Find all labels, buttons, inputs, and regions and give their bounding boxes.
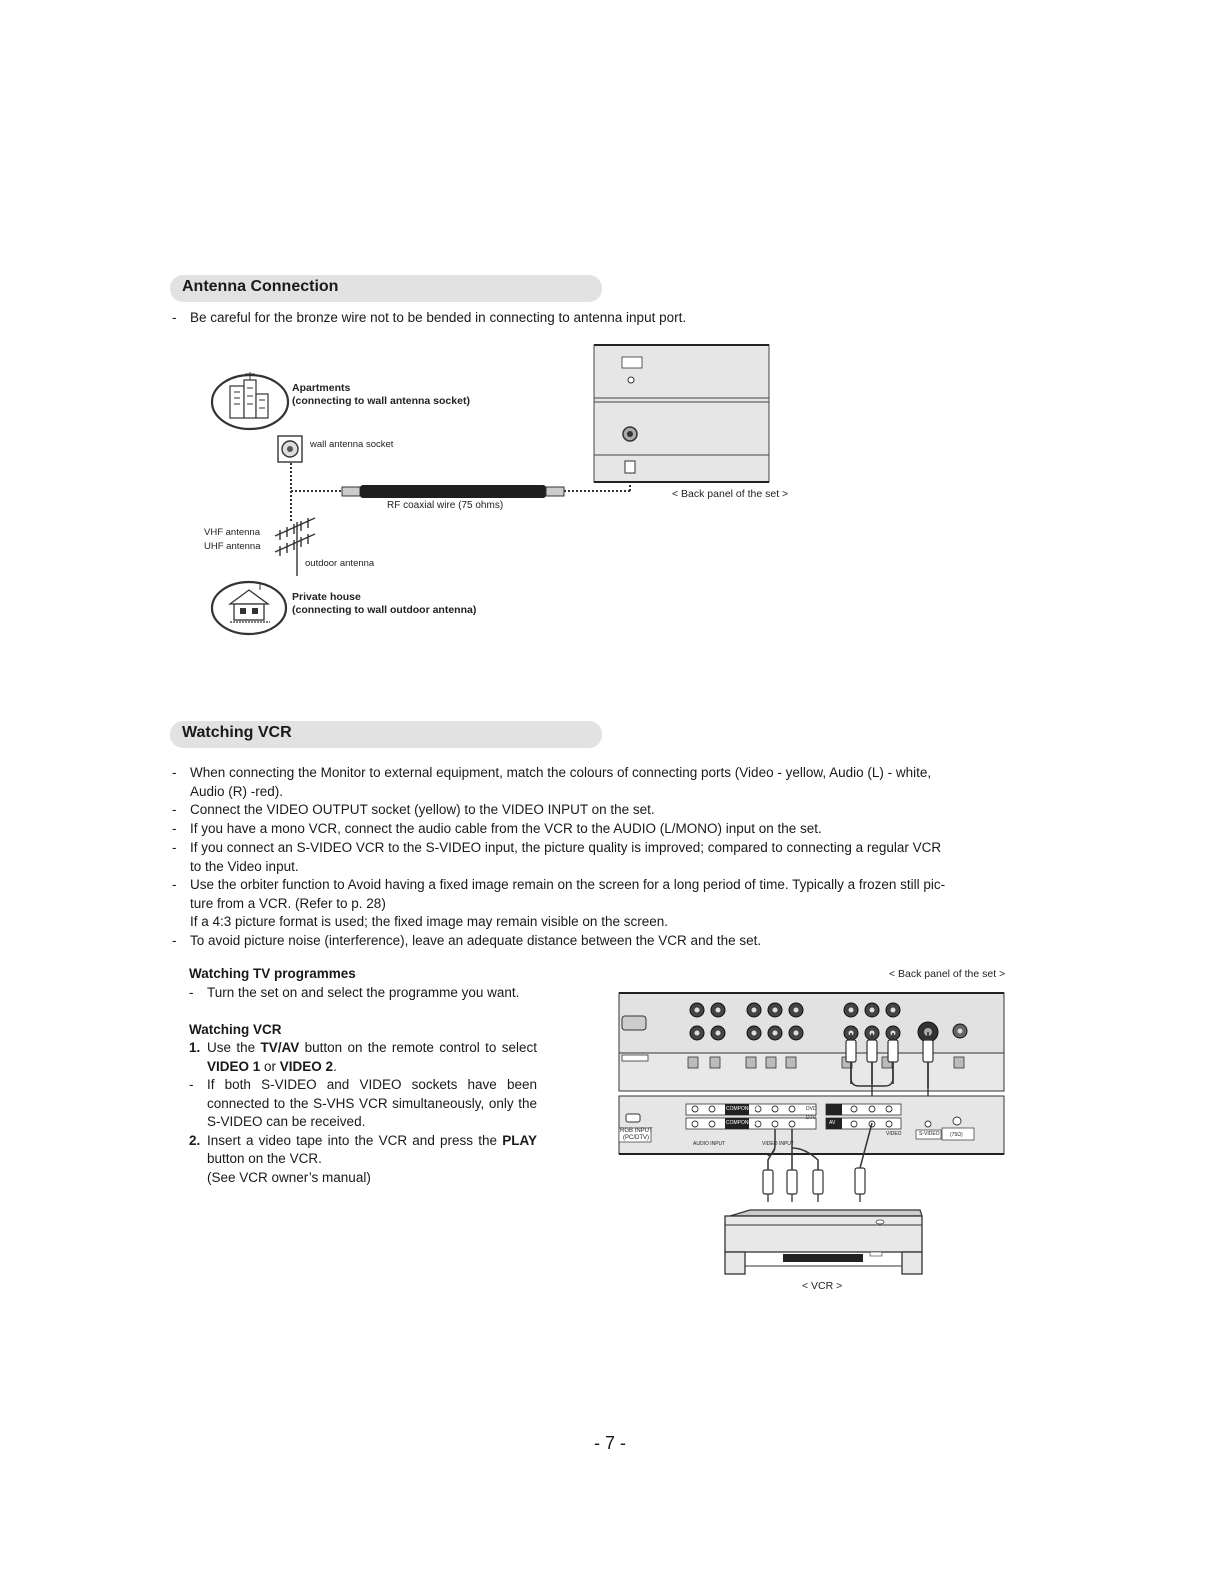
step-2-text-a: Insert a video tape into the VCR and press the: [207, 1132, 503, 1148]
vcr-section-header: [170, 721, 602, 748]
step-2-number: 2.: [189, 1132, 201, 1148]
house-title: Private house: [292, 591, 361, 603]
antenna-back-panel-label: < Back panel of the set >: [672, 488, 789, 500]
step-2: [189, 1132, 537, 1188]
svideo-note: - If both S-VIDEO and VIDEO sockets have been connected to the S-VHS VCR simultaneously, only the S-VIDEO can be received.: [189, 1077, 537, 1129]
antenna-bullet-text: Be careful for the bronze wire not to be bended in connecting to antenna input port.: [190, 310, 687, 325]
vcr-bullet-4-line-2: to the Video input.: [190, 858, 299, 874]
vcr-connection-diagram: [600, 988, 1010, 1280]
house-sub: (connecting to wall outdoor antenna): [292, 604, 477, 616]
antenna-back-panel: [594, 345, 769, 482]
outdoor-antenna-label: outdoor antenna: [305, 558, 375, 569]
av-label: AV: [829, 1120, 836, 1126]
vcr-bullet-1-line-2: Audio (R) -red).: [190, 783, 284, 799]
uhf-label: UHF antenna: [204, 541, 261, 552]
rf-coax-cable: [342, 485, 564, 498]
vcr-back-panel-lower: [619, 1096, 1004, 1154]
vcr-bullet-5-line-2: ture from a VCR. (Refer to p. 28): [190, 895, 386, 911]
vcr-bullet-6-line-1: To avoid picture noise (interference), leave an adequate distance between the VCR and the set.: [190, 933, 762, 948]
video2-ref: VIDEO 2: [279, 1058, 334, 1074]
vcr-bullet-4-line-1: If you connect an S-VIDEO VCR to the S-VIDEO input, the picture quality is improved; compared to connecting a regular VCR: [190, 840, 942, 855]
tv-programmes-title: Watching TV programmes: [189, 966, 356, 981]
step-1-text-e: or: [260, 1058, 280, 1074]
antenna-section-header: [170, 275, 602, 302]
tv-av-button-ref: TV/AV: [260, 1040, 300, 1055]
vcr-back-panel-label: < Back panel of the set >: [889, 968, 1006, 980]
step-1-text-a: Use the: [207, 1040, 261, 1055]
vcr-bullet-2-line-1: Connect the VIDEO OUTPUT socket (yellow) to the VIDEO INPUT on the set.: [190, 802, 655, 817]
component-label-1: COMPONENT: [726, 1106, 759, 1112]
play-button-ref: PLAY: [502, 1132, 537, 1148]
rgb-input-sub-label: (PC/DTV): [623, 1135, 649, 1141]
step-1-text-g: .: [333, 1058, 337, 1074]
house-icon: [212, 582, 286, 634]
svideo-label: S-VIDEO: [919, 1131, 940, 1137]
vcr-label: < VCR >: [802, 1280, 843, 1292]
video-input-label: VIDEO INPUT: [762, 1141, 794, 1147]
svideo-note-text: If both S-VIDEO and VIDEO sockets have been connected to the S-VHS VCR simultaneously, only the S-VIDEO can be received.: [207, 1077, 537, 1129]
apartment-icon: [212, 372, 288, 429]
audio-input-label: AUDIO INPUT: [693, 1141, 726, 1147]
step-2-text-d: (See VCR owner’s manual): [207, 1169, 371, 1185]
vcr-instructions: [189, 965, 537, 1187]
video-label: VIDEO: [886, 1131, 902, 1137]
tv-step-text: Turn the set on and select the programme you want.: [207, 984, 520, 1000]
rf-wire-label: RF coaxial wire (75 ohms): [387, 500, 504, 511]
vcr-device: [725, 1210, 922, 1274]
tv-step: - Turn the set on and select the programme you want.: [189, 984, 520, 1000]
antenna-heading: Antenna Connection: [182, 278, 339, 295]
step-2-text-c: button on the VCR.: [207, 1151, 322, 1166]
wall-socket-icon: [278, 436, 302, 462]
vcr-back-panel-upper: [619, 993, 1004, 1091]
step-1-number: 1.: [189, 1040, 201, 1055]
apartments-title: Apartments: [292, 382, 351, 394]
vcr-heading: Watching VCR: [182, 724, 292, 741]
video1-ref: VIDEO 1: [207, 1058, 261, 1074]
step-1: [189, 1039, 537, 1076]
step-1-text-c: button on the remote control to select: [299, 1040, 537, 1055]
component-label-2: COMPONENT: [726, 1120, 759, 1126]
antenna-ohm-label: (75Ω): [950, 1132, 963, 1138]
page-number: - 7 -: [593, 1433, 626, 1453]
rgb-input-label: RGB INPUT: [620, 1128, 653, 1134]
vcr-bullet-5-line-3: If a 4:3 picture format is used; the fixed image may remain visible on the screen.: [190, 914, 668, 929]
apartments-sub: (connecting to wall antenna socket): [292, 395, 470, 407]
vcr-bullet-1-line-1: When connecting the Monitor to external equipment, match the colours of connecting ports (Video - yellow, Audio (L) - white,: [190, 765, 932, 780]
wall-socket-label: wall antenna socket: [310, 439, 394, 450]
vcr-bullet-5-line-1: Use the orbiter function to Avoid having a fixed image remain on the screen for a long period of time. Typically a frozen still pic-: [190, 877, 946, 892]
dtv-label: DTV: [806, 1115, 816, 1121]
dvd-label: DVD: [806, 1106, 817, 1112]
watching-vcr-subtitle: Watching VCR: [189, 1021, 282, 1037]
vhf-label: VHF antenna: [204, 527, 260, 538]
vcr-bullet-3-line-1: If you have a mono VCR, connect the audio cable from the VCR to the AUDIO (L/MONO) input on the set.: [190, 821, 822, 836]
